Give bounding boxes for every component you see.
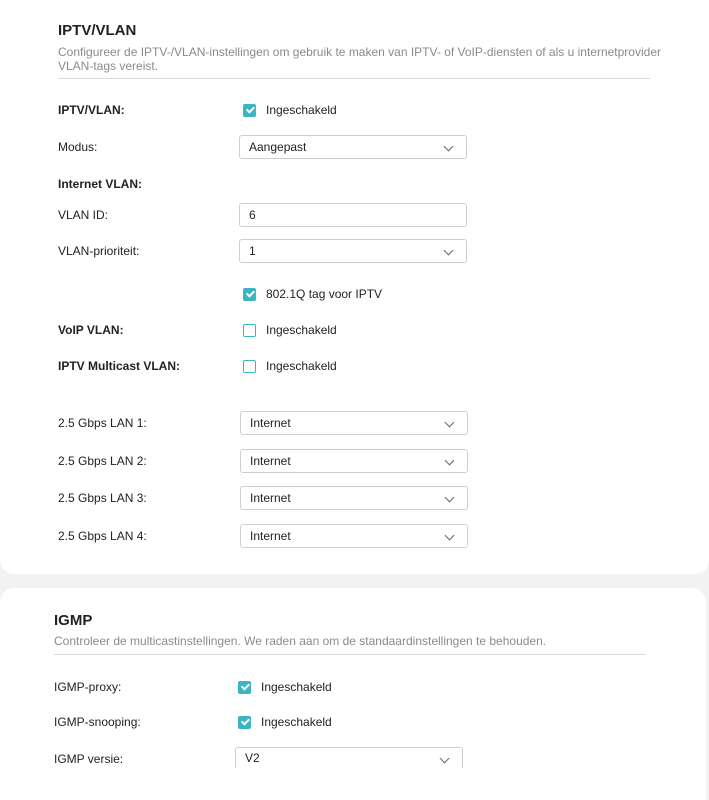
checkbox-checked-icon xyxy=(238,681,251,694)
checkbox-checked-icon xyxy=(238,716,251,729)
checkbox-checked-icon xyxy=(243,104,256,117)
checkbox-unchecked-icon xyxy=(243,360,256,373)
checkbox-unchecked-icon xyxy=(243,324,256,337)
iptv-section-description-line2: VLAN-tags vereist. xyxy=(58,59,159,73)
igmp-card xyxy=(0,588,706,800)
igmp-proxy-checkbox[interactable] xyxy=(238,679,332,695)
chevron-down-icon xyxy=(444,246,454,256)
lan2-select[interactable] xyxy=(240,449,468,473)
lan1-label: 2.5 Gbps LAN 1: xyxy=(58,416,147,430)
tag-8021q-text: 802.1Q tag voor IPTV xyxy=(266,287,383,301)
lan3-select[interactable] xyxy=(240,486,468,510)
chevron-down-icon xyxy=(445,531,455,541)
mode-select-value: Aangepast xyxy=(249,140,307,154)
iptv-section-description-line1: Configureer de IPTV-/VLAN-instellingen om gebruik te maken van IPTV- of VoIP-diensten of als u internetprovider xyxy=(58,45,661,59)
iptv-vlan-enable-checkbox[interactable] xyxy=(243,102,337,118)
chevron-down-icon xyxy=(440,754,450,764)
igmp-divider xyxy=(54,654,646,655)
voip-vlan-checkbox[interactable] xyxy=(243,322,337,338)
tag-8021q-checkbox[interactable] xyxy=(243,286,382,302)
igmp-snooping-label: IGMP-snooping: xyxy=(54,715,141,729)
lan4-value: Internet xyxy=(250,529,291,543)
lan1-value: Internet xyxy=(250,416,291,430)
igmp-snooping-checkbox[interactable] xyxy=(238,714,332,730)
lan4-label: 2.5 Gbps LAN 4: xyxy=(58,529,147,543)
internet-vlan-heading: Internet VLAN: xyxy=(58,177,142,191)
chevron-down-icon xyxy=(445,418,455,428)
iptv-divider xyxy=(58,78,650,79)
lan2-label: 2.5 Gbps LAN 2: xyxy=(58,454,147,468)
vlan-priority-label: VLAN-prioriteit: xyxy=(58,244,140,258)
chevron-down-icon xyxy=(445,493,455,503)
vlan-priority-select[interactable] xyxy=(239,239,467,263)
vlan-id-input[interactable] xyxy=(239,203,467,227)
igmp-version-select[interactable] xyxy=(235,747,463,768)
iptv-section-title: IPTV/VLAN xyxy=(58,22,137,39)
igmp-snooping-text: Ingeschakeld xyxy=(261,715,332,729)
lan3-label: 2.5 Gbps LAN 3: xyxy=(58,491,147,505)
lan4-select[interactable] xyxy=(240,524,468,548)
mode-select[interactable] xyxy=(239,135,467,159)
multicast-vlan-text: Ingeschakeld xyxy=(266,359,337,373)
iptv-vlan-enable-text: Ingeschakeld xyxy=(266,103,337,117)
igmp-section-description: Controleer de multicastinstellingen. We raden aan om de standaardinstellingen te behouden. xyxy=(54,634,547,648)
multicast-vlan-checkbox[interactable] xyxy=(243,358,337,374)
lan2-value: Internet xyxy=(250,454,291,468)
lan3-value: Internet xyxy=(250,491,291,505)
vlan-id-label: VLAN ID: xyxy=(58,208,109,222)
lan1-select[interactable] xyxy=(240,411,468,435)
igmp-section-title: IGMP xyxy=(54,612,93,629)
chevron-down-icon xyxy=(444,142,454,152)
vlan-priority-value: 1 xyxy=(249,244,256,258)
iptv-vlan-label: IPTV/VLAN: xyxy=(58,103,125,117)
vlan-id-value: 6 xyxy=(249,208,256,222)
chevron-down-icon xyxy=(445,456,455,466)
voip-vlan-text: Ingeschakeld xyxy=(266,323,337,337)
igmp-version-value: V2 xyxy=(245,751,260,765)
igmp-proxy-text: Ingeschakeld xyxy=(261,680,332,694)
multicast-vlan-label: IPTV Multicast VLAN: xyxy=(58,359,181,373)
mode-label: Modus: xyxy=(58,140,98,154)
voip-vlan-label: VoIP VLAN: xyxy=(58,323,124,337)
igmp-proxy-label: IGMP-proxy: xyxy=(54,680,122,694)
checkbox-checked-icon xyxy=(243,288,256,301)
igmp-version-label: IGMP versie: xyxy=(54,752,124,766)
